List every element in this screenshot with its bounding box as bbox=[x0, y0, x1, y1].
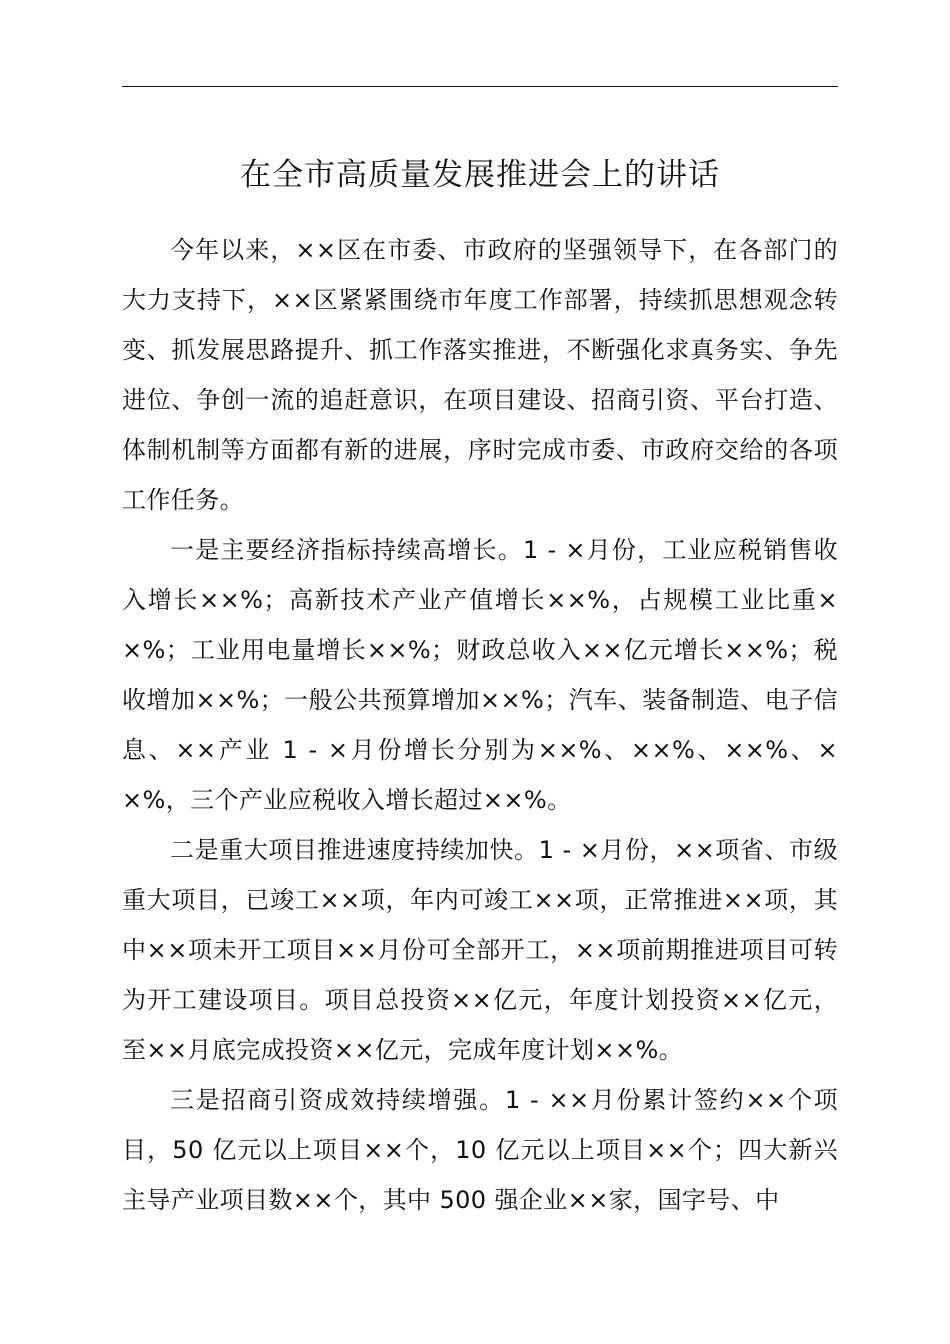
paragraph-major-projects: 二是重大项目推进速度持续加快。1 - ×月份，××项省、市级重大项目，已竣工××项，年内可竣工××项，正常推进××项，其中××项未开工项目××月份可全部开工，××项前期推进项目可转为开工建设项目。项目总投资××亿元，年度计划投资××亿元，至××月底完成投资××亿元，完成年度计划××%。 bbox=[122, 836, 838, 1064]
paragraph-economic-indicators: 一是主要经济指标持续高增长。1 - ×月份，工业应税销售收入增长××%；高新技术产业产值增长××%，占规模工业比重××%；工业用电量增长××%；财政总收入××亿元增长××%；税收增加××%；一般公共预算增加××%；汽车、装备制造、电子信息、××产业 1 - ×月份增长分别为××%、××%、××%、××%，三个产业应税收入增长超过××%。 bbox=[122, 536, 838, 814]
document-body bbox=[122, 225, 838, 1225]
header-rule bbox=[122, 86, 838, 87]
paragraph-investment-attraction: 三是招商引资成效持续增强。1 - ××月份累计签约××个项目，50 亿元以上项目××个，10 亿元以上项目××个；四大新兴主导产业项目数××个，其中 500 强企业××家，国字号、中 bbox=[122, 1086, 838, 1214]
document-title: 在全市高质量发展推进会上的讲话 bbox=[240, 157, 720, 193]
paragraph-intro: 今年以来，××区在市委、市政府的坚强领导下，在各部门的大力支持下，××区紧紧围绕市年度工作部署，持续抓思想观念转变、抓发展思路提升、抓工作落实推进，不断强化求真务实、争先进位、争创一流的追赶意识，在项目建设、招商引资、平台打造、体制机制等方面都有新的进展，序时完成市委、市政府交给的各项工作任务。 bbox=[122, 236, 838, 514]
